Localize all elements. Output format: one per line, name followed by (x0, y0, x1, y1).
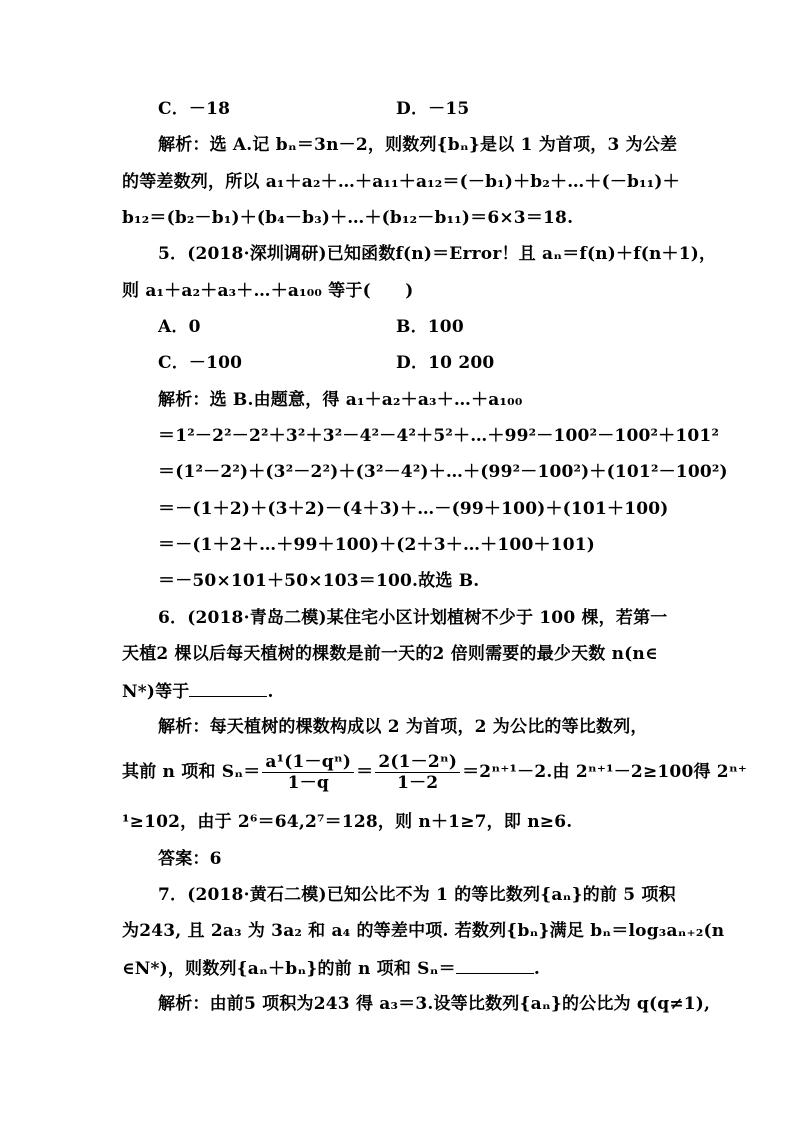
fraction-1-numerator: a¹(1－qⁿ) (262, 752, 354, 773)
fraction-2-denominator: 1－2 (397, 773, 439, 793)
solution-line: 的等差数列，所以 a₁＋a₂＋…＋a₁₁＋a₁₂＝(－b₁)＋b₂＋…＋(－b₁₁)＋ (122, 172, 680, 192)
question-7-line: 7．(2018·黄石二模)已知公比不为 1 的等比数列{aₙ}的前 5 项积 (158, 885, 676, 905)
solution-line: 解析：由前5 项积为243 得 a₃＝3.设等比数列{aₙ}的公比为 q(q≠1), (158, 994, 711, 1014)
solution-line: b₁₂＝(b₂－b₁)＋(b₄－b₃)＋…＋(b₁₂－b₁₁)＝6×3＝18. (122, 208, 574, 228)
question-6-line: 天植2 棵以后每天植树的棵数是前一天的2 倍则需要的最少天数 n(n∈ (122, 644, 658, 664)
option-d: D．10 200 (396, 353, 495, 373)
question-text: N*)等于 (122, 682, 190, 702)
question-5-line: 5．(2018·深圳调研)已知函数f(n)＝Error！且 aₙ＝f(n)＋f(n＋1)， (158, 244, 717, 264)
solution-line: ＝(1²－2²)＋(3²－2²)＋(3²－4²)＋…＋(99²－100²)＋(101²－100²) (158, 462, 728, 482)
question-text: ∈N*)，则数列{aₙ＋bₙ}的前 n 项和 Sₙ＝ (122, 959, 456, 979)
option-row (158, 352, 495, 374)
question-6-line (122, 680, 274, 703)
option-a: A．0 (158, 317, 201, 337)
period: . (267, 682, 274, 702)
fraction-2-numerator: 2(1－2ⁿ) (375, 752, 460, 773)
solution-line: ＝－(1＋2＋…＋99＋100)＋(2＋3＋…＋100＋101) (158, 535, 596, 555)
option-b: B．100 (396, 317, 464, 337)
option-row (158, 316, 464, 338)
answer-blank (456, 957, 534, 974)
solution-line: ＝－50×101＋50×103＝100.故选 B. (158, 571, 480, 591)
option-c: C．－18 (158, 99, 231, 119)
solution-line: ＝－(1＋2)＋(3＋2)－(4＋3)＋…－(99＋100)＋(101＋100) (158, 499, 669, 519)
answer-line: 答案：6 (158, 849, 222, 869)
question-7-line: 为243, 且 2a₃ 为 3a₂ 和 a₄ 的等差中项. 若数列{bₙ}满足 bₙ＝log₃aₙ₊₂(n (122, 921, 725, 941)
formula-prefix: 其前 n 项和 Sₙ＝ (122, 762, 261, 782)
period: . (533, 959, 541, 979)
solution-line: 解析：每天植树的棵数构成以 2 为首项，2 为公比的等比数列， (158, 717, 648, 737)
solution-line: ＝1²－2²－2²＋3²＋3²－4²－4²＋5²＋…＋99²－100²－100²＋101² (158, 426, 720, 446)
question-5-line: 则 a₁＋a₂＋a₃＋…＋a₁₀₀ 等于( ) (122, 281, 414, 301)
equals-sign: ＝ (356, 762, 374, 782)
formula-suffix: ＝2ⁿ⁺¹－2.由 2ⁿ⁺¹－2≥100得 2ⁿ⁺ (462, 762, 748, 782)
solution-line: ¹≥102，由于 2⁶＝64,2⁷＝128，则 n＋1≥7，即 n≥6. (122, 812, 573, 832)
answer-blank (189, 680, 267, 697)
option-d: D．－15 (396, 99, 470, 119)
option-c-row (158, 98, 470, 120)
solution-line: 解析：选 B.由题意，得 a₁＋a₂＋a₃＋…＋a₁₀₀ (158, 390, 523, 410)
question-6-line: 6．(2018·青岛二模)某住宅小区计划植树不少于 100 棵，若第一 (158, 608, 668, 628)
question-7-line (122, 957, 540, 980)
solution-line: 解析：选 A.记 bₙ＝3n－2，则数列{bₙ}是以 1 为首项，3 为公差 (158, 135, 678, 155)
solution-formula-line (122, 752, 747, 793)
fraction-2 (375, 752, 460, 793)
fraction-1-denominator: 1－q (287, 773, 329, 793)
option-c: C．－100 (158, 353, 243, 373)
fraction-1 (262, 752, 354, 793)
